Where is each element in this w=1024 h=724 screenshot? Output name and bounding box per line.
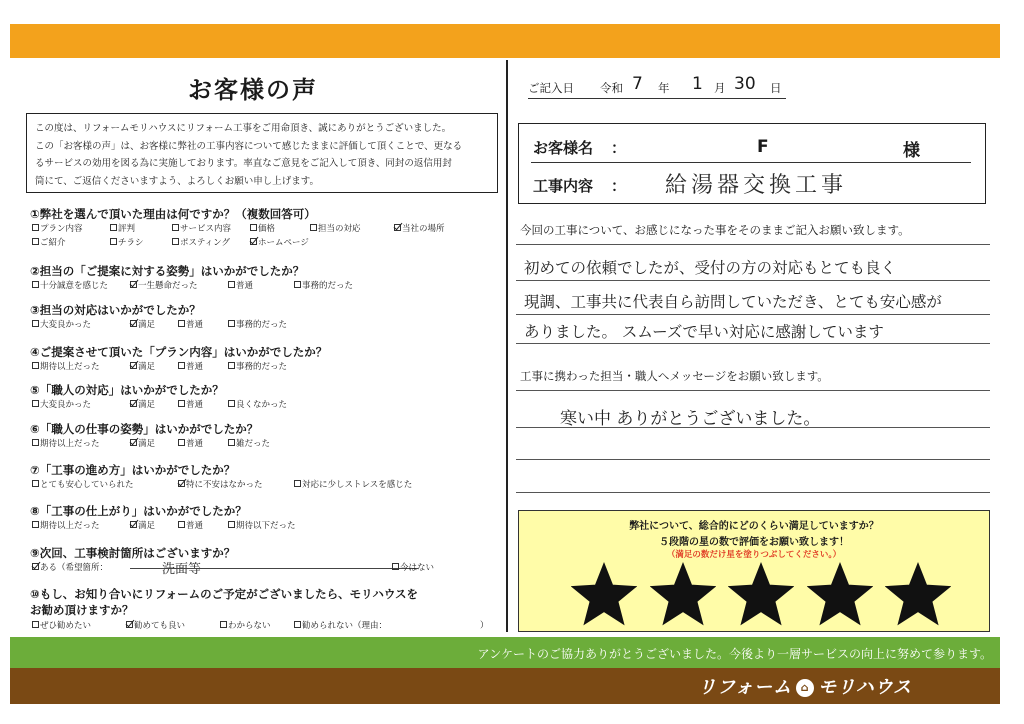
option[interactable]: とても安心していられた — [32, 478, 134, 490]
checkbox[interactable] — [32, 320, 39, 327]
checkbox[interactable] — [32, 439, 39, 446]
option[interactable]: 勧められない（理由： — [294, 619, 387, 631]
option[interactable]: 十分誠意を感じた — [32, 279, 108, 291]
footer-green-bar — [10, 637, 1000, 668]
option[interactable]: 期待以上だった — [32, 437, 100, 449]
option[interactable]: 対応に少しストレスを感じた — [294, 478, 412, 490]
question-9-options — [32, 561, 492, 575]
checkbox[interactable] — [32, 521, 39, 528]
question-7: ⑦「工事の進め方」はいかがでしたか？ — [30, 463, 236, 477]
intro-box — [26, 113, 498, 193]
date-year: 7 — [632, 74, 643, 94]
checkbox[interactable] — [250, 224, 257, 231]
checkbox[interactable] — [110, 238, 117, 245]
checkbox-checked[interactable] — [394, 224, 401, 231]
checkbox-checked[interactable] — [130, 400, 137, 407]
checkbox[interactable] — [220, 621, 227, 628]
option[interactable]: 勧めても良い — [126, 619, 185, 631]
checkbox-checked[interactable] — [126, 621, 133, 628]
option[interactable]: サービス内容 — [172, 222, 231, 234]
footer-thanks: アンケートのご協力ありがとうございました。今後より一層サービスの向上に努めて参ります。 — [477, 647, 992, 661]
question-1: ①弊社を選んで頂いた理由は何ですか？（複数回答可） — [30, 207, 316, 221]
option[interactable]: 普通 — [178, 318, 203, 330]
option[interactable]: 期待以下だった — [228, 519, 296, 531]
option[interactable]: 満足 — [130, 519, 155, 531]
checkbox[interactable] — [228, 362, 235, 369]
checkbox[interactable] — [228, 521, 235, 528]
checkbox[interactable] — [172, 238, 179, 245]
option[interactable]: 事務的だった — [228, 360, 287, 372]
option[interactable]: 評判 — [110, 222, 135, 234]
rating-box — [518, 510, 990, 632]
page-title: お客様の声 — [188, 76, 318, 104]
rating-note: （満足の数だけ星を塗りつぶしてください。） — [666, 550, 842, 560]
checkbox[interactable] — [178, 521, 185, 528]
star-shape — [573, 564, 636, 624]
option[interactable]: 満足 — [130, 437, 155, 449]
checkbox[interactable] — [172, 224, 179, 231]
date-day: 30 — [734, 74, 756, 94]
option[interactable]: 期待以上だった — [32, 360, 100, 372]
star-filled-icon[interactable] — [728, 561, 794, 627]
option[interactable]: 満足 — [130, 360, 155, 372]
option[interactable]: 事務的だった — [228, 318, 287, 330]
question-10-options — [32, 619, 492, 631]
option[interactable]: 事務的だった — [294, 279, 353, 291]
customer-honorific: 様 — [903, 141, 920, 161]
checkbox[interactable] — [178, 320, 185, 327]
option[interactable]: 特に不安はなかった — [178, 478, 263, 490]
checkbox[interactable] — [32, 362, 39, 369]
option[interactable]: 良くなかった — [228, 398, 287, 410]
checkbox[interactable] — [178, 362, 185, 369]
checkbox[interactable] — [32, 480, 39, 487]
checkbox[interactable] — [32, 281, 39, 288]
date-label: ご記入日 — [528, 81, 574, 95]
date-month-unit: 月 — [714, 81, 726, 95]
checkbox[interactable] — [32, 224, 39, 231]
work-label: 工事内容 ： — [533, 177, 627, 195]
checkbox[interactable] — [110, 224, 117, 231]
checkbox-checked[interactable] — [130, 281, 137, 288]
star-filled-icon[interactable] — [571, 561, 637, 627]
checkbox[interactable] — [228, 281, 235, 288]
star-rating — [571, 561, 951, 627]
option[interactable]: 一生懸命だった — [130, 279, 198, 291]
impression-line-2: 現調、工事共に代表自ら訪問していただき、とても安心感が — [524, 293, 942, 311]
rating-question: 弊社について、総合的にどのくらい満足していますか？ — [629, 521, 879, 532]
message-prompt: 工事に携わった担当・職人へメッセージをお願い致します。 — [520, 369, 829, 383]
question-4: ④ご提案させて頂いた「プラン内容」はいかがでしたか？ — [30, 345, 328, 359]
rating-instruction: ５段階の星の数で評価をお願い致します！ — [659, 537, 849, 548]
checkbox[interactable] — [32, 400, 39, 407]
checkbox-checked[interactable] — [32, 563, 39, 570]
ruled-line — [516, 390, 990, 391]
star-filled-icon[interactable] — [885, 561, 951, 627]
company-logo: リフォーム ⌂ モリハウス — [698, 677, 913, 698]
ruled-line — [516, 280, 990, 281]
question-2: ②担当の「ご提案に対する姿勢」はいかがでしたか？ — [30, 264, 305, 278]
option[interactable]: 大変良かった — [32, 318, 91, 330]
option[interactable]: ぜひ勧めたい — [32, 619, 91, 631]
customer-box — [518, 123, 986, 204]
question-6: ⑥「職人の仕事の姿勢」はいかがでしたか？ — [30, 422, 259, 436]
intro-line: この度は、リフォームモリハウスにリフォーム工事をご用命頂き、誠にありがとうございました。 — [35, 123, 452, 134]
customer-name-underline — [531, 162, 971, 163]
checkbox[interactable] — [228, 439, 235, 446]
ruled-line — [516, 314, 990, 315]
option[interactable]: 普通 — [178, 519, 203, 531]
option[interactable]: 大変良かった — [32, 398, 91, 410]
intro-line: 筒にて、ご返信くださいますよう、よろしくお願い申し上げます。 — [35, 175, 320, 187]
date-era: 令和 — [600, 81, 623, 95]
option[interactable]: 今はない — [392, 561, 434, 573]
ruled-line — [516, 492, 990, 493]
checkbox[interactable] — [228, 400, 235, 407]
top-orange-bar — [10, 24, 1000, 58]
checkbox[interactable] — [178, 400, 185, 407]
impression-line-3: ありました。 スムーズで早い対応に感謝しています — [524, 323, 884, 341]
house-logo-icon: ⌂ — [796, 679, 814, 697]
star-shape — [887, 564, 950, 624]
question-3: ③担当の対応はいかがでしたか？ — [30, 303, 201, 317]
option[interactable]: 普通 — [178, 398, 203, 410]
checkbox-checked[interactable] — [178, 480, 185, 487]
star-filled-icon[interactable] — [650, 561, 716, 627]
impression-prompt: 今回の工事について、お感じになった事をそのままご記入お願い致します。 — [520, 223, 910, 237]
checkbox[interactable] — [32, 238, 39, 245]
question-9: ⑨次回、工事検討箇所はございますか？ — [30, 546, 236, 560]
paren-close: ） — [480, 621, 489, 631]
footer-brown-bar — [10, 668, 1000, 704]
checkbox-checked[interactable] — [250, 238, 257, 245]
option[interactable]: 普通 — [228, 279, 253, 291]
question-10: ⑩もし、お知り合いにリフォームのご予定がございましたら、モリハウスを — [30, 587, 418, 601]
checkbox[interactable] — [392, 563, 399, 570]
checkbox[interactable] — [294, 621, 301, 628]
ruled-line — [516, 427, 990, 428]
checkbox-checked[interactable] — [130, 320, 137, 327]
option[interactable]: 普通 — [178, 437, 203, 449]
option[interactable]: 満足 — [130, 398, 155, 410]
impression-line-1: 初めての依頼でしたが、受付の方の対応もとても良く — [524, 259, 897, 277]
customer-initial: F — [757, 137, 769, 157]
option[interactable]: プラン内容 — [32, 222, 83, 234]
column-divider — [506, 60, 508, 632]
star-shape — [651, 564, 714, 624]
checkbox[interactable] — [294, 281, 301, 288]
checkbox[interactable] — [294, 480, 301, 487]
option[interactable]: 満足 — [130, 318, 155, 330]
star-shape — [730, 564, 793, 624]
option[interactable]: ご紹介 — [32, 236, 66, 248]
star-shape — [808, 564, 871, 624]
option[interactable]: 当社の場所 — [394, 222, 445, 234]
ruled-line — [516, 459, 990, 460]
ruled-line — [516, 343, 990, 344]
checkbox-checked[interactable] — [130, 439, 137, 446]
date-underline — [528, 98, 786, 99]
option[interactable]: 担当の対応 — [310, 222, 361, 234]
option[interactable]: チラシ — [110, 236, 144, 248]
checkbox[interactable] — [178, 439, 185, 446]
work-content: 給湯器交換工事 — [665, 173, 848, 198]
checkbox[interactable] — [228, 320, 235, 327]
checkbox-checked[interactable] — [130, 362, 137, 369]
option[interactable]: わからない — [220, 619, 271, 631]
intro-line: るサービスの効用を図る為に実施しております。率直なご意見をご記入して頂き、同封の返信用封 — [35, 158, 452, 169]
checkbox[interactable] — [310, 224, 317, 231]
option[interactable]: ポスティング — [172, 236, 230, 248]
handwritten-area: 洗面等 — [162, 562, 202, 577]
question-8: ⑧「工事の仕上がり」はいかがでしたか？ — [30, 504, 247, 518]
customer-name-label: お客様名 ： — [533, 139, 627, 157]
option[interactable]: ある（希望箇所： — [32, 561, 108, 573]
checkbox-checked[interactable] — [130, 521, 137, 528]
option[interactable]: 雑だった — [228, 437, 270, 449]
date-month: 1 — [692, 74, 703, 94]
checkbox[interactable] — [32, 621, 39, 628]
underline — [130, 568, 418, 569]
date-day-unit: 日 — [770, 81, 782, 95]
option[interactable]: ホームページ — [250, 236, 309, 248]
star-filled-icon[interactable] — [807, 561, 873, 627]
option[interactable]: 価格 — [250, 222, 275, 234]
question-5: ⑤「職人の対応」はいかがでしたか？ — [30, 383, 224, 397]
date-year-unit: 年 — [658, 81, 670, 95]
ruled-line — [516, 244, 990, 245]
intro-line: この「お客様の声」は、お客様に弊社の工事内容について感じたままに評価して頂くことで、更なる — [35, 140, 463, 152]
option[interactable]: 期待以上だった — [32, 519, 100, 531]
option[interactable]: 普通 — [178, 360, 203, 372]
question-10-line2: お勧め頂けますか？ — [30, 603, 134, 617]
message-line-1: 寒い中 ありがとうございました。 — [560, 409, 821, 429]
